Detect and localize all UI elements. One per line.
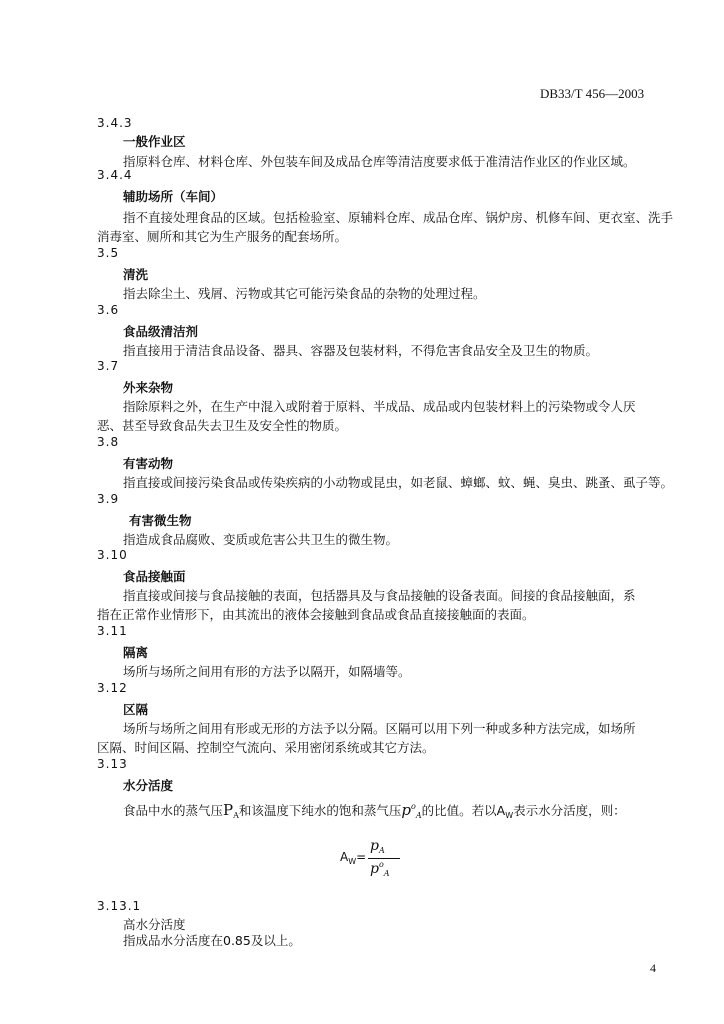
definition-part: 的比值。若以 bbox=[421, 803, 497, 818]
term-heading: 有害动物 bbox=[123, 456, 174, 471]
clause-number: 3.6 bbox=[97, 303, 120, 317]
term-heading: 清洗 bbox=[123, 267, 149, 282]
term-heading: 一般作业区 bbox=[123, 134, 186, 149]
term-heading: 有害微生物 bbox=[129, 513, 192, 528]
water-activity-formula bbox=[340, 838, 400, 884]
definition-part: 食品中水的蒸气压 bbox=[123, 803, 224, 818]
definition-part: 表示水分活度，则： bbox=[513, 803, 626, 818]
clause-number: 3.12 bbox=[97, 681, 128, 695]
clause-number: 3.4.3 bbox=[97, 116, 133, 130]
fraction-bar bbox=[368, 858, 400, 859]
definition-text: 指成品水分活度在0.85及以上。 bbox=[123, 933, 301, 948]
definition-text-cont: 恶、甚至导致食品失去卫生及安全性的物质。 bbox=[97, 418, 348, 433]
formula-lhs: $A_W=$ bbox=[340, 850, 367, 866]
clause-number: 3.7 bbox=[97, 359, 120, 373]
aw-symbol: $A_W$ bbox=[496, 803, 514, 820]
clause-number: 3.8 bbox=[97, 435, 120, 449]
definition-text: 指原料仓库、材料仓库、外包装车间及成品仓库等清洁度要求低于准清洁作业区的作业区域。 bbox=[123, 154, 636, 169]
definition-text: 指直接或间接与食品接触的表面，包括器具及与食品接触的设备表面。间接的食品接触面，系 bbox=[123, 588, 636, 603]
term-heading: 食品接触面 bbox=[123, 569, 186, 584]
term-heading: 外来杂物 bbox=[123, 380, 174, 395]
term-heading: 隔离 bbox=[123, 645, 149, 660]
term-heading: 食品级清洁剂 bbox=[123, 324, 199, 339]
definition-text-cont: 指在正常作业情形下，由其流出的液体会接触到食品或食品直接接触面的表面。 bbox=[97, 607, 535, 622]
vapor-pressure-symbol: $P_A$ bbox=[223, 801, 239, 820]
definition-text: 场所与场所之间用有形的方法予以隔开，如隔墙等。 bbox=[123, 664, 411, 679]
definition-text: 指不直接处理食品的区域。包括检验室、原辅料仓库、成品仓库、锅炉房、机修车间、更衣室、洗手 bbox=[123, 210, 674, 225]
definition-part: 和该温度下纯水的饱和蒸气压 bbox=[238, 803, 402, 818]
water-activity-definition bbox=[123, 801, 626, 820]
standard-code: DB33/T 456—2003 bbox=[540, 86, 645, 101]
clause-number: 3.4.4 bbox=[97, 168, 133, 182]
definition-text: 场所与场所之间用有形或无形的方法予以分隔。区隔可以用下列一种或多种方法完成，如场所 bbox=[123, 721, 636, 736]
clause-number: 3.9 bbox=[97, 492, 120, 506]
clause-number: 3.5 bbox=[97, 246, 120, 260]
clause-number: 3.13 bbox=[97, 757, 128, 771]
formula-denominator: $p^o_A$ bbox=[370, 860, 390, 878]
definition-text: 指直接用于清洁食品设备、器具、容器及包装材料，不得危害食品安全及卫生的物质。 bbox=[123, 343, 599, 358]
term-heading: 辅助场所（车间） bbox=[123, 189, 224, 204]
term-heading: 高水分活度 bbox=[123, 917, 186, 932]
clause-number: 3.10 bbox=[97, 548, 128, 562]
definition-text: 指去除尘土、残屑、污物或其它可能污染食品的杂物的处理过程。 bbox=[123, 286, 486, 301]
saturated-pressure-symbol: $p^o_A$ bbox=[401, 801, 422, 820]
term-heading: 区隔 bbox=[123, 702, 149, 717]
definition-text: 指造成食品腐败、变质或危害公共卫生的微生物。 bbox=[123, 532, 399, 547]
definition-text-cont: 消毒室、厕所和其它为生产服务的配套场所。 bbox=[97, 229, 348, 244]
term-heading: 水分活度 bbox=[123, 778, 174, 793]
formula-numerator: $p_A$ bbox=[370, 838, 385, 855]
clause-number: 3.13.1 bbox=[97, 899, 142, 913]
definition-text: 指直接或间接污染食品或传染疾病的小动物或昆虫，如老鼠、蟑螂、蚊、蝇、臭虫、跳蚤、虱子等。 bbox=[123, 475, 674, 490]
clause-number: 3.11 bbox=[97, 624, 128, 638]
definition-text: 指除原料之外，在生产中混入或附着于原料、半成品、成品或内包装材料上的污染物或令人厌 bbox=[123, 399, 636, 414]
page-number: 4 bbox=[650, 961, 656, 975]
definition-text-cont: 区隔、时间区隔、控制空气流向、采用密闭系统或其它方法。 bbox=[97, 740, 435, 755]
